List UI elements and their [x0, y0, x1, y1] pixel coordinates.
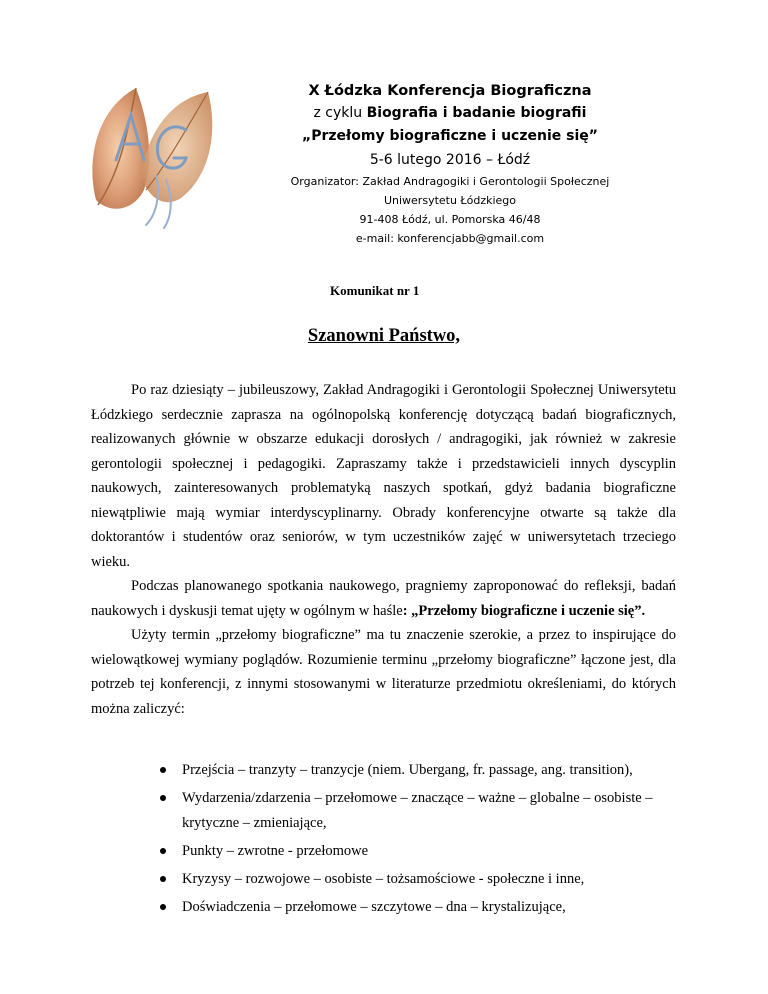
paragraph-theme: [91, 574, 676, 623]
list-item-text: Punkty – zwrotne - przełomowe: [182, 842, 369, 859]
list-item-text: Wydarzenia/zdarzenia – przełomowe – znaczące – ważne – globalne – osobiste – krytyczne – zmieniające,: [182, 790, 653, 831]
list-item: [160, 895, 676, 920]
list-item: [160, 839, 676, 864]
address: 91-408 Łódź, ul. Pomorska 46/48: [359, 213, 541, 226]
conference-series: [270, 102, 630, 124]
series-name: Biografia i badanie biografii: [366, 105, 587, 121]
paragraph-intro: Po raz dziesiąty – jubileuszowy, Zakład Andragogiki i Gerontologii Społecznej Uniwersytetu Łódzkiego serdecznie zaprasza na ogólnopolską konferencję dotyczącą badań biograficznych, realizowanych głównie w obszarze edukacji dorosłych / andragogiki, jak również w zakresie gerontologii społecznej i pedagogiki. Zapraszamy także i przedstawicieli innych dyscyplin naukowych, zainteresowanych problematyką naszych spotkań, gdyż badania biograficzne niewątpliwie mają wymiar interdyscyplinarny. Obrady konferencyjne otwarte są także dla doktorantów i studentów oraz seniorów, w tym uczestników zajęć w uniwersytetach trzeciego wieku.: [91, 382, 676, 570]
bullet-icon: [160, 848, 166, 854]
conference-title: X Łódzka Konferencja Biograficzna: [308, 83, 592, 99]
list-item-text: Kryzysy – rozwojowe – osobiste – tożsamościowe - społeczne i inne,: [182, 870, 585, 887]
email: e-mail: konferencjabb@gmail.com: [355, 232, 545, 245]
list-item-text: Przejścia – tranzyty – tranzycje (niem. Ubergang, fr. passage, ang. transition),: [182, 762, 633, 778]
bullet-icon: [160, 767, 166, 773]
conference-theme: „Przełomy biograficzne i uczenie się”: [302, 128, 598, 144]
series-prefix: z cyklu: [313, 105, 367, 121]
paragraph-theme-bold: : „Przełomy biograficzne i uczenie się”.: [402, 602, 646, 619]
paragraph-term: Użyty termin „przełomy biograficzne” ma tu znaczenie szerokie, a przez to inspirujące do wielowątkowej wymiany poglądów. Rozumienie terminu „przełomy biograficzne” łączone jest, dla potrzeb tej konferencji, z innymi stosowanymi w literaturze przedmiotu określeniami, do których można zaliczyć:: [91, 627, 676, 717]
announcement-number: Komunikat nr 1: [330, 283, 420, 298]
term-list: [160, 758, 676, 923]
bullet-icon: [160, 876, 166, 882]
conference-date: 5-6 lutego 2016 – Łódź: [369, 152, 531, 168]
leaf-right-shape: [141, 92, 212, 202]
conference-logo: [86, 80, 224, 230]
conference-header: [270, 80, 630, 248]
organizer: Organizator: Zakład Andragogiki i Gerontologii Społecznej: [290, 175, 610, 188]
list-item: [160, 758, 676, 783]
paragraph-theme-text: Podczas planowanego spotkania naukowego, pragniemy zaproponować do refleksji, badań naukowych i dyskusji temat ujęty w ogólnym w haśle: [91, 578, 676, 619]
university: Uniwersytetu Łódzkiego: [383, 194, 517, 207]
list-item: [160, 786, 676, 835]
bullet-icon: [160, 904, 166, 910]
body-text: [91, 378, 676, 721]
list-item: [160, 867, 676, 892]
bullet-icon: [160, 795, 166, 801]
greeting: Szanowni Państwo,: [307, 326, 461, 346]
list-item-text: Doświadczenia – przełomowe – szczytowe – dna – krystalizujące,: [182, 898, 566, 915]
